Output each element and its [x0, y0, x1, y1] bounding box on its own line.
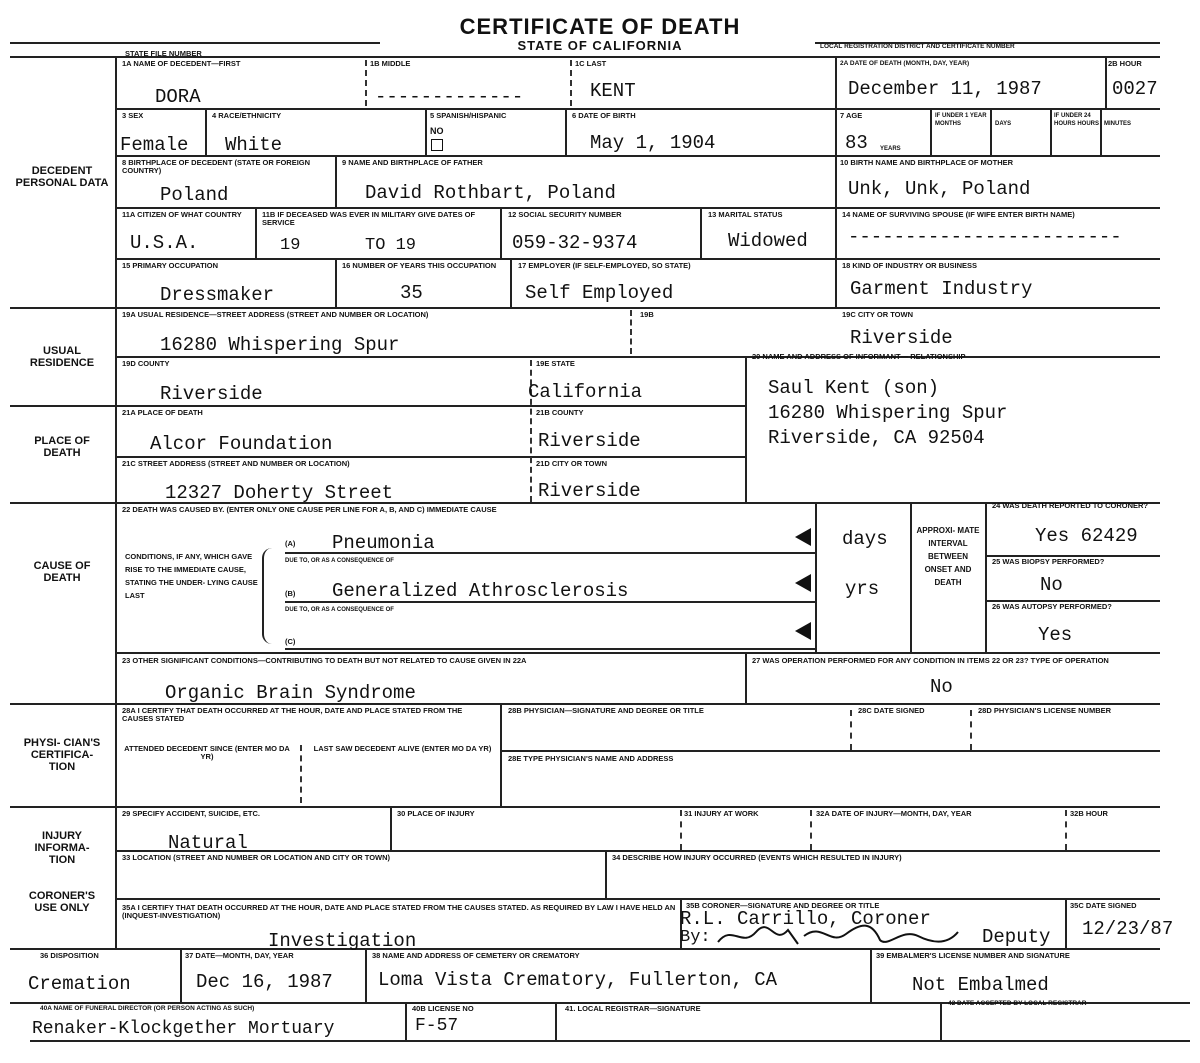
label-15: 15 PRIMARY OCCUPATION [122, 261, 218, 270]
coroner-deputy: Deputy [982, 926, 1051, 948]
label-22-conditions: CONDITIONS, IF ANY, WHICH GAVE RISE TO THE IMMEDIATE CAUSE, STATING THE UNDER- LYING CAUSE LAST [125, 552, 258, 600]
label-5: 5 SPANISH/HISPANIC [430, 111, 507, 120]
cause-a: Pneumonia [332, 532, 435, 554]
decedent-middle-name: ------------- [375, 86, 524, 108]
label-19e: 19E STATE [536, 359, 575, 368]
decedent-first-name: DORA [155, 86, 201, 108]
label-35a: 35A I CERTIFY THAT DEATH OCCURRED AT THE HOUR, DATE AND PLACE STATED FROM THE CAUSES STATED. AS REQUIRED BY LAW I HAVE HELD AN (INQUEST-INVESTIGATION) [122, 903, 676, 920]
coroner-reported: Yes 62429 [1035, 525, 1138, 547]
label-7: 7 AGE [840, 111, 863, 120]
informant-line-1: Saul Kent (son) [768, 377, 940, 399]
label-22: 22 DEATH WAS CAUSED BY. (ENTER ONLY ONE CAUSE PER LINE FOR A, B, AND C) IMMEDIATE CAUSE [122, 505, 497, 514]
section-decedent: DECEDENT PERSONAL DATA [15, 165, 109, 189]
label-1b: 1B MIDDLE [370, 59, 411, 68]
autopsy-value: Yes [1038, 624, 1073, 646]
residence-street: 16280 Whispering Spur [160, 334, 400, 356]
crematory-value: Loma Vista Crematory, Fullerton, CA [378, 969, 778, 991]
label-1a: 1A NAME OF DECEDENT—FIRST [122, 59, 241, 68]
label-28a: 28A I CERTIFY THAT DEATH OCCURRED AT THE HOUR, DATE AND PLACE STATED FROM THE CAUSES STATED [122, 706, 463, 723]
label-13: 13 MARITAL STATUS [708, 210, 783, 219]
arrow-a-icon [795, 528, 811, 546]
label-28a-attended: ATTENDED DECEDENT SINCE (ENTER MO DA YR) [124, 744, 290, 761]
label-34: 34 DESCRIBE HOW INJURY OCCURRED (EVENTS WHICH RESULTED IN INJURY) [612, 853, 902, 862]
label-11b: 11B IF DECEASED WAS EVER IN MILITARY GIVE DATES OF SERVICE [262, 210, 476, 227]
label-28b: 28B PHYSICIAN—SIGNATURE AND DEGREE OR TITLE [508, 706, 704, 715]
label-32b: 32B HOUR [1070, 809, 1108, 818]
death-county: Riverside [538, 430, 641, 452]
disposition-value: Cremation [28, 973, 131, 995]
label-26: 26 WAS AUTOPSY PERFORMED? [992, 602, 1112, 611]
coroner-date: 12/23/87 [1082, 918, 1174, 940]
label-28e: 28E TYPE PHYSICIAN'S NAME AND ADDRESS [508, 754, 674, 763]
section-place: PLACE OF DEATH [34, 435, 90, 459]
label-22-c: (C) [285, 637, 296, 646]
residence-state: California [528, 381, 643, 403]
label-21b: 21B COUNTY [536, 408, 584, 417]
mother-value: Unk, Unk, Poland [848, 178, 1031, 200]
years-value: 35 [400, 282, 423, 304]
state-file-label: STATE FILE NUMBER [125, 49, 202, 58]
label-6: 6 DATE OF BIRTH [572, 111, 636, 120]
label-2b: 2B HOUR [1108, 59, 1142, 68]
marital-value: Widowed [728, 230, 808, 252]
section-injury: INJURY INFORMA- TION [34, 830, 90, 866]
embalmer-value: Not Embalmed [912, 974, 1049, 996]
label-22-a: (A) [285, 539, 296, 548]
operation-value: No [930, 676, 953, 698]
label-14: 14 NAME OF SURVIVING SPOUSE (IF WIFE ENTER BIRTH NAME) [842, 210, 1075, 219]
label-28c: 28C DATE SIGNED [858, 706, 925, 715]
citizen-value: U.S.A. [130, 232, 199, 254]
section-physician: PHYSI- CIAN'S CERTIFICA- TION [23, 737, 101, 773]
label-due-1: DUE TO, OR AS A CONSEQUENCE OF [285, 558, 394, 564]
brace [262, 548, 280, 644]
label-8: 8 BIRTHPLACE OF DECEDENT (STATE OR FOREIGN COUNTRY) [122, 158, 311, 175]
label-35c: 35C DATE SIGNED [1070, 901, 1137, 910]
local-reg-label: LOCAL REGISTRATION DISTRICT AND CERTIFICATE NUMBER [820, 43, 1015, 50]
label-29: 29 SPECIFY ACCIDENT, SUICIDE, ETC. [122, 809, 260, 818]
label-40b: 40B LICENSE NO [412, 1004, 474, 1013]
label-23: 23 OTHER SIGNIFICANT CONDITIONS—CONTRIBUTING TO DEATH BUT NOT RELATED TO CAUSE GIVEN IN 22A [122, 656, 527, 665]
coroner-by: By: [680, 928, 711, 947]
military-from: 19 [280, 236, 301, 255]
informant-line-2: 16280 Whispering Spur [768, 402, 1008, 424]
other-conditions: Organic Brain Syndrome [165, 682, 416, 704]
section-coroner: CORONER'S USE ONLY [28, 890, 96, 914]
label-32a: 32A DATE OF INJURY—MONTH, DAY, YEAR [816, 809, 972, 818]
label-7d: MINUTES [1104, 121, 1131, 127]
inquest-value: Investigation [268, 930, 417, 952]
label-3: 3 SEX [122, 111, 144, 120]
race-value: White [225, 134, 283, 156]
label-19c: 19C CITY OR TOWN [842, 310, 913, 319]
sex-value: Female [120, 134, 189, 156]
hispanic-checkbox [431, 139, 443, 151]
label-38: 38 NAME AND ADDRESS OF CEMETERY OR CREMATORY [372, 951, 580, 960]
label-19a: 19A USUAL RESIDENCE—STREET ADDRESS (STREET AND NUMBER OR LOCATION) [122, 310, 429, 319]
label-interval: APPROXI- MATE INTERVAL BETWEEN ONSET AND DEATH [916, 526, 980, 587]
date-of-birth: May 1, 1904 [590, 132, 716, 154]
military-to: TO 19 [365, 236, 417, 255]
label-due-2: DUE TO, OR AS A CONSEQUENCE OF [285, 607, 394, 613]
hour-of-death: 0027 [1112, 78, 1158, 100]
label-19b: 19B [640, 310, 654, 319]
arrow-c-icon [795, 622, 811, 640]
label-20: 20 NAME AND ADDRESS OF INFORMANT— RELATIONSHIP [752, 352, 966, 361]
label-40a: 40A NAME OF FUNERAL DIRECTOR (OR PERSON ACTING AS SUCH) [40, 1005, 255, 1012]
label-18: 18 KIND OF INDUSTRY OR BUSINESS [842, 261, 978, 270]
father-value: David Rothbart, Poland [365, 182, 616, 204]
label-28a-lastsaw: LAST SAW DECEDENT ALIVE (ENTER MO DA YR) [313, 744, 492, 753]
accident-value: Natural [168, 832, 248, 854]
label-17: 17 EMPLOYER (IF SELF-EMPLOYED, SO STATE) [518, 261, 691, 270]
arrow-b-icon [795, 574, 811, 592]
label-27: 27 WAS OPERATION PERFORMED FOR ANY CONDITION IN ITEMS 22 OR 23? TYPE OF OPERATION [752, 656, 1109, 665]
label-7b: DAYS [995, 121, 1012, 127]
label-21d: 21D CITY OR TOWN [536, 459, 607, 468]
label-39: 39 EMBALMER'S LICENSE NUMBER AND SIGNATURE [876, 951, 1070, 960]
spouse-value: ------------------------ [848, 226, 1122, 248]
residence-county: Riverside [160, 383, 263, 405]
cause-b: Generalized Athrosclerosis [332, 580, 629, 602]
license-value: F-57 [415, 1016, 459, 1036]
label-19d: 19D COUNTY [122, 359, 170, 368]
document-subtitle: STATE OF CALIFORNIA [517, 38, 683, 53]
occupation-value: Dressmaker [160, 284, 275, 306]
label-24: 24 WAS DEATH REPORTED TO CORONER? [992, 501, 1148, 510]
label-11a: 11A CITIZEN OF WHAT COUNTRY [122, 210, 242, 219]
label-41: 41. LOCAL REGISTRAR—SIGNATURE [565, 1004, 701, 1013]
label-28d: 28D PHYSICIAN'S LICENSE NUMBER [978, 706, 1112, 715]
informant-line-3: Riverside, CA 92504 [768, 427, 985, 449]
label-7c: IF UNDER 24 HOURS HOURS [1054, 113, 1100, 127]
label-42: 42 DATE ACCEPTED BY LOCAL REGISTRAR [948, 1000, 1087, 1007]
label-22-b: (B) [285, 589, 296, 598]
place-of-death: Alcor Foundation [150, 433, 333, 455]
label-31: 31 INJURY AT WORK [684, 809, 759, 818]
age-unit: YEARS [880, 146, 901, 152]
label-30: 30 PLACE OF INJURY [397, 809, 475, 818]
label-16: 16 NUMBER OF YEARS THIS OCCUPATION [342, 261, 497, 270]
label-21c: 21C STREET ADDRESS (STREET AND NUMBER OR LOCATION) [122, 459, 350, 468]
age-value: 83 [845, 132, 868, 154]
residence-city: Riverside [850, 327, 953, 349]
birthplace-value: Poland [160, 184, 229, 206]
hispanic-no: NO [430, 126, 444, 136]
label-36: 36 DISPOSITION [40, 951, 99, 960]
label-33: 33 LOCATION (STREET AND NUMBER OR LOCATION AND CITY OR TOWN) [122, 853, 391, 862]
label-9: 9 NAME AND BIRTHPLACE OF FATHER [342, 158, 483, 167]
decedent-last-name: KENT [590, 80, 636, 102]
coroner-signature-line1: R.L. Carrillo, Coroner [680, 908, 931, 930]
label-1c: 1C LAST [575, 59, 607, 68]
coroner-signature-scribble [712, 918, 962, 952]
interval-a: days [842, 528, 888, 550]
date-of-death: December 11, 1987 [848, 78, 1042, 100]
label-25: 25 WAS BIOPSY PERFORMED? [992, 557, 1105, 566]
label-35b: 35B CORONER—SIGNATURE AND DEGREE OR TITLE [686, 901, 880, 910]
label-7a: IF UNDER 1 YEAR MONTHS [935, 113, 987, 127]
interval-b: yrs [845, 578, 880, 600]
label-2a: 2A DATE OF DEATH (MONTH, DAY, YEAR) [840, 60, 970, 67]
industry-value: Garment Industry [850, 278, 1033, 300]
funeral-director-value: Renaker-Klockgether Mortuary [32, 1019, 335, 1039]
section-residence: USUAL RESIDENCE [29, 345, 95, 369]
label-4: 4 RACE/ETHNICITY [212, 111, 282, 120]
disposition-date: Dec 16, 1987 [196, 971, 333, 993]
label-37: 37 DATE—MONTH, DAY, YEAR [185, 951, 294, 960]
document-title: CERTIFICATE OF DEATH [459, 14, 741, 39]
label-21a: 21A PLACE OF DEATH [122, 408, 203, 417]
ssn-value: 059-32-9374 [512, 232, 638, 254]
section-cause: CAUSE OF DEATH [33, 560, 91, 584]
label-10: 10 BIRTH NAME AND BIRTHPLACE OF MOTHER [840, 158, 1014, 167]
biopsy-value: No [1040, 574, 1063, 596]
death-city: Riverside [538, 480, 641, 502]
label-12: 12 SOCIAL SECURITY NUMBER [508, 210, 622, 219]
employer-value: Self Employed [525, 282, 674, 304]
death-street: 12327 Doherty Street [165, 482, 394, 504]
